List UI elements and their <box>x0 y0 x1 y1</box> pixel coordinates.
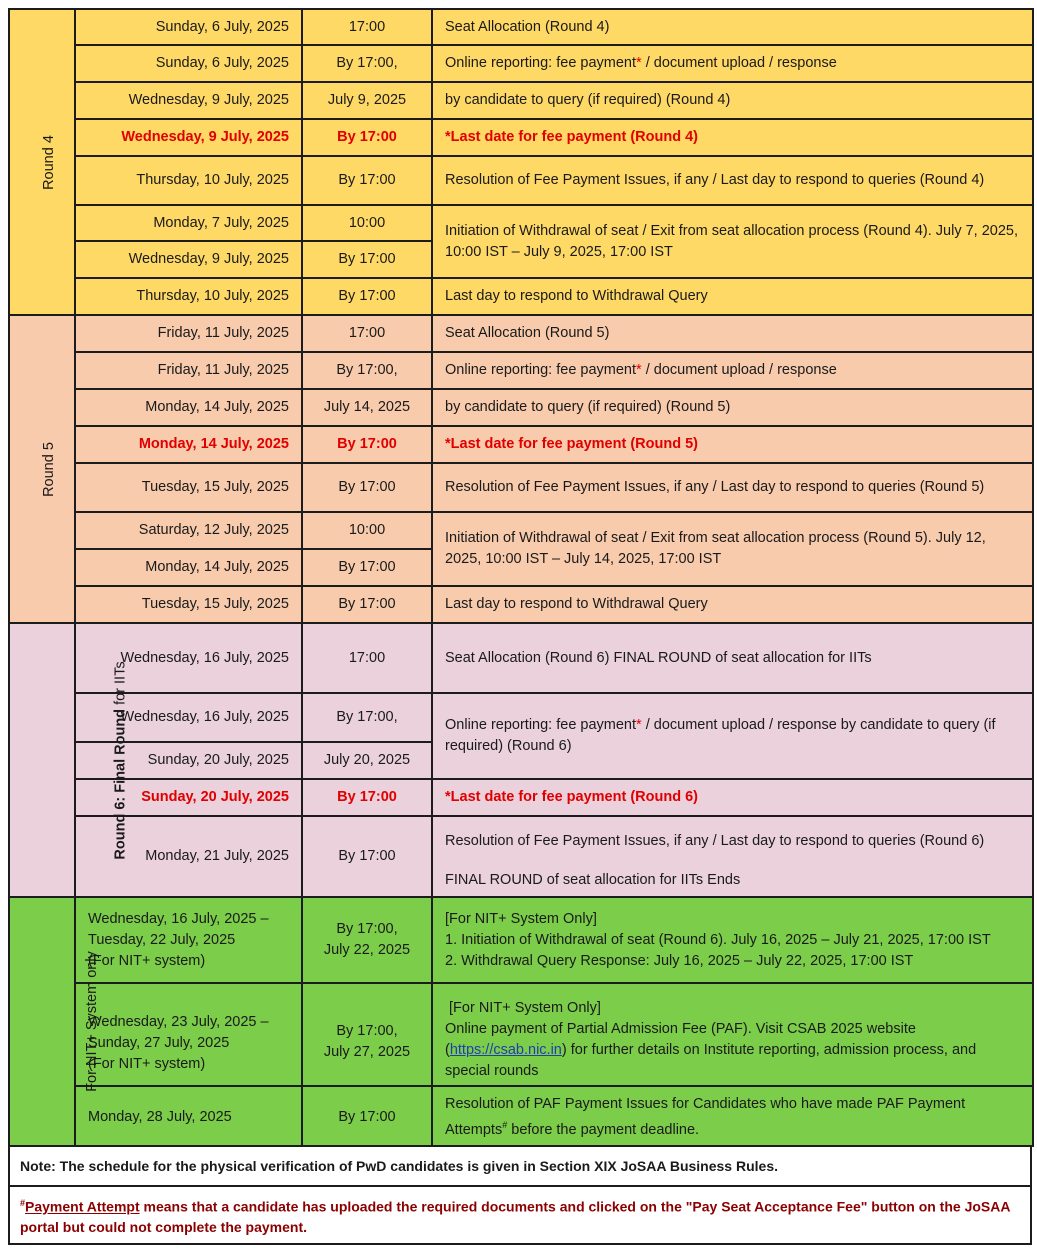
note-row <box>9 1146 1031 1186</box>
row-date: Monday, 14 July, 2025 <box>75 389 302 426</box>
row-time <box>302 983 432 1086</box>
desc-part: Online payment of Partial Admission Fee (PAF). Visit CSAB 2025 website ( <box>445 1020 916 1058</box>
row-description: Resolution of Fee Payment Issues, if any / Last day to respond to queries (Round 5) <box>432 463 1033 512</box>
table-row <box>9 278 1033 315</box>
row-time: By 17:00 <box>302 241 432 278</box>
row-time: By 17:00, <box>302 45 432 82</box>
table-row <box>9 623 1033 693</box>
time-line: By 17:00, <box>336 1022 398 1039</box>
row-date <box>75 983 302 1086</box>
footnote-row <box>9 1186 1031 1244</box>
pwd-note: Note: The schedule for the physical verification of PwD candidates is given in Section XIX JoSAA Business Rules. <box>9 1146 1031 1186</box>
row-time: By 17:00 <box>302 463 432 512</box>
row-date: Monday, 28 July, 2025 <box>75 1086 302 1146</box>
row-description: Resolution of Fee Payment Issues, if any / Last day to respond to queries (Round 6) <box>432 816 1033 865</box>
row-date: Wednesday, 16 July, 2025 <box>75 623 302 693</box>
row-time <box>302 897 432 983</box>
row-description <box>432 1086 1033 1146</box>
date-line: Sunday, 27 July, 2025 <box>88 1035 230 1051</box>
table-row <box>9 205 1033 241</box>
row-time: By 17:00 <box>302 586 432 623</box>
row-time: 17:00 <box>302 623 432 693</box>
footnote-mark: # <box>502 1119 508 1130</box>
desc-part: / document upload / response <box>641 362 837 378</box>
row-time: By 17:00 <box>302 278 432 315</box>
table-row <box>9 512 1033 549</box>
row-description: by candidate to query (if required) (Round 5) <box>432 389 1033 426</box>
table-row <box>9 45 1033 82</box>
round-5-label: Round 5 <box>40 441 57 497</box>
schedule-document <box>8 8 1032 1245</box>
row-date: Wednesday, 9 July, 2025 <box>75 119 302 156</box>
row-time: By 17:00 <box>302 779 432 816</box>
row-description: Last day to respond to Withdrawal Query <box>432 278 1033 315</box>
desc-part: Online reporting: fee payment <box>445 362 637 378</box>
time-line: July 27, 2025 <box>323 1043 411 1060</box>
row-time: By 17:00 <box>302 549 432 586</box>
row-description: Resolution of Fee Payment Issues, if any / Last day to respond to queries (Round 4) <box>432 156 1033 205</box>
round-4-label-cell <box>9 9 75 315</box>
row-date <box>75 897 302 983</box>
table-row-highlight <box>9 779 1033 816</box>
row-time: By 17:00 <box>302 426 432 463</box>
row-description <box>432 897 1033 983</box>
row-date: Wednesday, 9 July, 2025 <box>75 82 302 119</box>
row-description <box>432 352 1033 389</box>
row-time: By 17:00 <box>302 816 432 897</box>
row-description: Initiation of Withdrawal of seat / Exit from seat allocation process (Round 4). July 7, 2025, 10:00 IST – July 9, 2025, 17:00 IST <box>432 205 1033 278</box>
row-date: Wednesday, 9 July, 2025 <box>75 241 302 278</box>
table-row <box>9 82 1033 119</box>
date-line: Wednesday, 16 July, 2025 – <box>88 910 269 927</box>
round-6-label-cell <box>9 623 129 897</box>
row-time: 10:00 <box>302 205 432 241</box>
footnote-term: Payment Attempt <box>25 1198 140 1215</box>
row-time: July 20, 2025 <box>302 742 432 779</box>
payment-attempt-footnote <box>9 1186 1031 1244</box>
table-row <box>9 315 1033 352</box>
footnote-mark: # <box>20 1198 26 1209</box>
table-row-highlight <box>9 426 1033 463</box>
desc-line: [For NIT+ System Only] <box>445 999 601 1016</box>
row-date: Thursday, 10 July, 2025 <box>75 156 302 205</box>
asterisk-mark: * <box>636 362 642 378</box>
row-time: By 17:00, <box>302 693 432 742</box>
date-line: (For NIT+ system) <box>88 1056 206 1072</box>
table-row <box>9 1086 1033 1146</box>
round-6-label-bold: Round 6: Final Round <box>112 708 129 860</box>
row-description: *Last date for fee payment (Round 4) <box>432 119 1033 156</box>
row-date: Tuesday, 15 July, 2025 <box>75 463 302 512</box>
date-line: Wednesday, 23 July, 2025 – <box>88 1014 269 1030</box>
desc-part: Online reporting: fee payment <box>445 55 637 71</box>
row-date: Sunday, 20 July, 2025 <box>75 742 302 779</box>
table-row-highlight <box>9 119 1033 156</box>
row-date: Friday, 11 July, 2025 <box>75 315 302 352</box>
asterisk-mark: * <box>636 55 642 71</box>
row-description: Seat Allocation (Round 6) FINAL ROUND of seat allocation for IITs <box>432 623 1033 693</box>
row-description: Last day to respond to Withdrawal Query <box>432 586 1033 623</box>
row-date: Monday, 21 July, 2025 <box>75 816 302 897</box>
row-time: 17:00 <box>302 315 432 352</box>
desc-part: / document upload / response <box>641 55 837 71</box>
row-date: Monday, 14 July, 2025 <box>75 549 302 586</box>
row-date: Saturday, 12 July, 2025 <box>75 512 302 549</box>
csab-link[interactable]: https://csab.nic.in <box>449 1041 562 1058</box>
date-line: Tuesday, 22 July, 2025 <box>88 931 236 948</box>
table-row <box>9 9 1033 45</box>
footnote-text: means that a candidate has uploaded the required documents and clicked on the "Pay Seat Acceptance Fee" button on the JoSAA portal but could not complete the payment. <box>20 1198 1010 1235</box>
table-row <box>9 156 1033 205</box>
schedule-table <box>8 8 1034 1147</box>
row-time: 17:00 <box>302 9 432 45</box>
table-row <box>9 586 1033 623</box>
table-row <box>9 693 1033 742</box>
row-time: 10:00 <box>302 512 432 549</box>
row-date: Thursday, 10 July, 2025 <box>75 278 302 315</box>
row-description <box>432 45 1033 82</box>
round-6-label-rest: for IITs <box>112 660 129 709</box>
row-description <box>432 693 1033 779</box>
nit-label-cell <box>9 897 100 1146</box>
table-row <box>9 897 1033 983</box>
round-4-label: Round 4 <box>40 134 57 190</box>
row-date: Sunday, 6 July, 2025 <box>75 9 302 45</box>
row-description: Initiation of Withdrawal of seat / Exit from seat allocation process (Round 5). July 12, 2025, 10:00 IST – July 14, 2025, 17:00 IST <box>432 512 1033 586</box>
desc-part: before the payment deadline. <box>507 1121 700 1138</box>
round-5-label-cell <box>9 315 75 623</box>
table-row <box>9 389 1033 426</box>
row-description: Seat Allocation (Round 5) <box>432 315 1033 352</box>
time-line: By 17:00, <box>336 921 398 937</box>
row-time: July 9, 2025 <box>302 82 432 119</box>
row-time: July 14, 2025 <box>302 389 432 426</box>
row-date: Sunday, 6 July, 2025 <box>75 45 302 82</box>
table-row <box>9 352 1033 389</box>
table-row <box>9 816 1033 865</box>
notes-table <box>8 1145 1032 1245</box>
time-line: July 22, 2025 <box>323 942 411 958</box>
desc-part: ) for further details on Institute reporting, admission process, and special rounds <box>445 1041 977 1079</box>
row-date: Monday, 7 July, 2025 <box>75 205 302 241</box>
row-description <box>432 983 1033 1086</box>
nit-label: For NIT+ System only <box>83 951 100 1092</box>
row-description-secondary: FINAL ROUND of seat allocation for IITs Ends <box>432 865 1033 897</box>
row-date: Friday, 11 July, 2025 <box>75 352 302 389</box>
table-row <box>9 983 1033 1086</box>
row-time: By 17:00, <box>302 352 432 389</box>
row-date: Monday, 14 July, 2025 <box>75 426 302 463</box>
row-time: By 17:00 <box>302 1086 432 1146</box>
row-description: *Last date for fee payment (Round 6) <box>432 779 1033 816</box>
desc-part: Resolution of PAF Payment Issues for Candidates who have made PAF Payment Attempts <box>445 1095 966 1138</box>
row-date: Sunday, 20 July, 2025 <box>75 779 302 816</box>
desc-line: 1. Initiation of Withdrawal of seat (Round 6). July 16, 2025 – July 21, 2025, 17:00 IST <box>445 931 991 948</box>
row-description: *Last date for fee payment (Round 5) <box>432 426 1033 463</box>
date-line: (For NIT+ system) <box>88 952 206 969</box>
desc-part: / document upload / response by candidate to query (if required) (Round 6) <box>445 717 996 754</box>
row-time: By 17:00 <box>302 156 432 205</box>
desc-line: [For NIT+ System Only] <box>445 910 597 927</box>
round-6-label <box>111 661 132 859</box>
row-date: Wednesday, 16 July, 2025 <box>75 693 302 742</box>
row-description: by candidate to query (if required) (Round 4) <box>432 82 1033 119</box>
desc-line: 2. Withdrawal Query Response: July 16, 2025 – July 22, 2025, 17:00 IST <box>445 952 914 969</box>
row-time: By 17:00 <box>302 119 432 156</box>
desc-part: Online reporting: fee payment <box>445 717 637 733</box>
asterisk-mark: * <box>636 717 642 733</box>
table-row <box>9 463 1033 512</box>
row-date: Tuesday, 15 July, 2025 <box>75 586 302 623</box>
row-description: Seat Allocation (Round 4) <box>432 9 1033 45</box>
